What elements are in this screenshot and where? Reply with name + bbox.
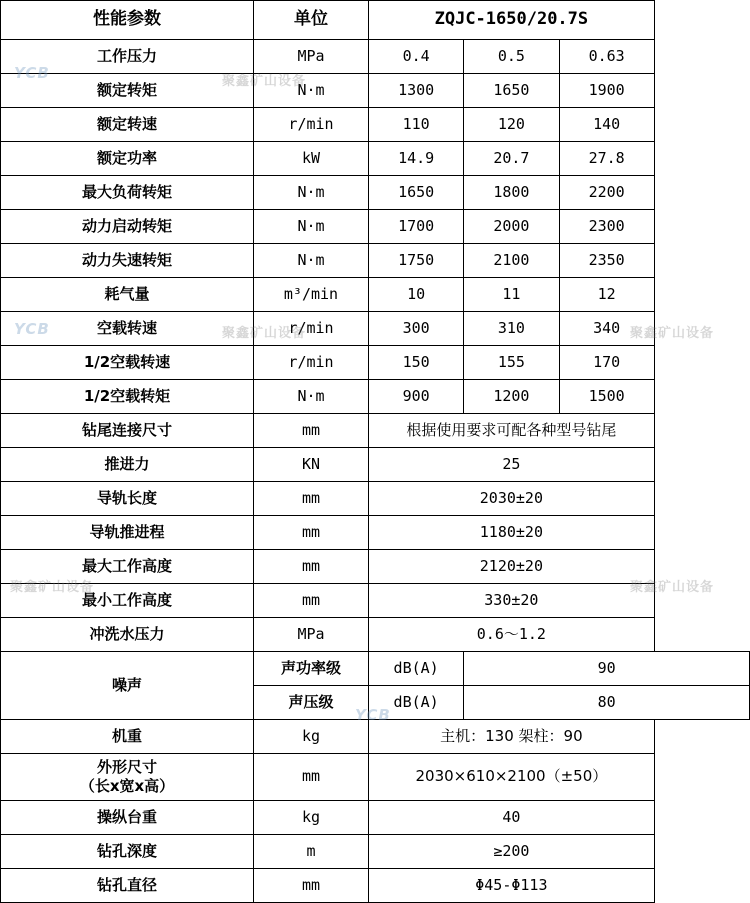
row-unit: N·m	[254, 74, 369, 108]
table-row	[1, 482, 750, 516]
row-param: 机重	[1, 720, 254, 754]
row-unit: mm	[254, 584, 369, 618]
row-value-merged: 25	[369, 448, 655, 482]
row-unit: mm	[254, 482, 369, 516]
row-value-merged: 0.6～1.2	[369, 618, 655, 652]
table-row	[1, 834, 750, 868]
watermark-text: 聚鑫矿山设备	[630, 580, 715, 595]
row-unit: MPa	[254, 40, 369, 74]
watermark-text: YCB	[355, 706, 391, 724]
row-unit: N·m	[254, 210, 369, 244]
table-row	[1, 108, 750, 142]
row-value-merged: 根据使用要求可配各种型号钻尾	[369, 414, 655, 448]
table-row	[1, 210, 750, 244]
table-row-noise-power	[1, 652, 750, 686]
row-unit: mm	[254, 414, 369, 448]
noise-sub-label: 声功率级	[254, 652, 369, 686]
row-param: 耗气量	[1, 278, 254, 312]
table-row	[1, 754, 750, 801]
row-value-merged: ≥200	[369, 834, 655, 868]
row-param: 钻尾连接尺寸	[1, 414, 254, 448]
row-param: 操纵台重	[1, 800, 254, 834]
header-param: 性能参数	[1, 1, 254, 40]
row-value: 340	[559, 312, 654, 346]
table-row	[1, 244, 750, 278]
table-row	[1, 618, 750, 652]
row-param: 最大工作高度	[1, 550, 254, 584]
table-body	[1, 1, 750, 903]
row-param: 1/2空载转矩	[1, 380, 254, 414]
row-unit: kg	[254, 720, 369, 754]
row-value: 1750	[369, 244, 464, 278]
row-param: 推进力	[1, 448, 254, 482]
row-param: 最大负荷转矩	[1, 176, 254, 210]
row-value: 1500	[559, 380, 654, 414]
table-row	[1, 74, 750, 108]
row-value: 2200	[559, 176, 654, 210]
table-row	[1, 142, 750, 176]
row-value-merged: 2030±20	[369, 482, 655, 516]
row-param: 额定转速	[1, 108, 254, 142]
watermark-text: 聚鑫矿山设备	[222, 326, 307, 341]
row-param: 空载转速	[1, 312, 254, 346]
row-unit: mm	[254, 754, 369, 801]
watermark-text: YCB	[14, 64, 50, 82]
row-value: 310	[464, 312, 559, 346]
row-value: 1700	[369, 210, 464, 244]
row-param: 钻孔直径	[1, 868, 254, 902]
watermark-text: 聚鑫矿山设备	[10, 580, 95, 595]
table-header-row	[1, 1, 750, 40]
row-param: 钻孔深度	[1, 834, 254, 868]
row-unit: N·m	[254, 380, 369, 414]
row-value: 27.8	[559, 142, 654, 176]
row-value: 1900	[559, 74, 654, 108]
row-param: 工作压力	[1, 40, 254, 74]
row-value-merged: 2120±20	[369, 550, 655, 584]
row-param: 导轨推进程	[1, 516, 254, 550]
row-value: 1650	[464, 74, 559, 108]
watermark-text: 聚鑫矿山设备	[630, 326, 715, 341]
row-param: 冲洗水压力	[1, 618, 254, 652]
row-unit: mm	[254, 516, 369, 550]
table-row	[1, 176, 750, 210]
table-row	[1, 448, 750, 482]
row-value-merged: 90	[464, 652, 750, 686]
row-value: 140	[559, 108, 654, 142]
row-value-merged: Φ45-Φ113	[369, 868, 655, 902]
row-value: 155	[464, 346, 559, 380]
row-param: 额定转矩	[1, 74, 254, 108]
row-unit: mm	[254, 868, 369, 902]
row-value: 110	[369, 108, 464, 142]
table-row	[1, 346, 750, 380]
row-unit: KN	[254, 448, 369, 482]
row-value: 1800	[464, 176, 559, 210]
row-value: 0.4	[369, 40, 464, 74]
noise-sub-label: 声压级	[254, 686, 369, 720]
table-row	[1, 278, 750, 312]
table-row	[1, 800, 750, 834]
row-param: 额定功率	[1, 142, 254, 176]
row-value: 1200	[464, 380, 559, 414]
row-param: 动力启动转矩	[1, 210, 254, 244]
header-unit: 单位	[254, 1, 369, 40]
row-value: 14.9	[369, 142, 464, 176]
row-value-merged: 80	[464, 686, 750, 720]
row-value-merged: 1180±20	[369, 516, 655, 550]
table-row	[1, 380, 750, 414]
row-value: 2000	[464, 210, 559, 244]
row-param: 动力失速转矩	[1, 244, 254, 278]
row-value-merged: 40	[369, 800, 655, 834]
row-unit: dB(A)	[369, 686, 464, 720]
row-value: 11	[464, 278, 559, 312]
row-param: 最小工作高度	[1, 584, 254, 618]
row-unit: N·m	[254, 176, 369, 210]
noise-group-label: 噪声	[1, 652, 254, 720]
row-value: 900	[369, 380, 464, 414]
table-row	[1, 584, 750, 618]
row-value: 150	[369, 346, 464, 380]
table-row	[1, 40, 750, 74]
row-unit: r/min	[254, 312, 369, 346]
row-param-line2: （长x宽x高）	[79, 776, 175, 795]
table-row	[1, 550, 750, 584]
row-value: 120	[464, 108, 559, 142]
row-value: 2100	[464, 244, 559, 278]
row-value: 1650	[369, 176, 464, 210]
row-unit: dB(A)	[369, 652, 464, 686]
table-row	[1, 414, 750, 448]
row-value-merged: 2030×610×2100（±50）	[369, 754, 655, 801]
table-row	[1, 516, 750, 550]
row-unit: mm	[254, 550, 369, 584]
row-unit: MPa	[254, 618, 369, 652]
table-row	[1, 868, 750, 902]
row-value-merged: 330±20	[369, 584, 655, 618]
row-value: 2300	[559, 210, 654, 244]
row-unit: N·m	[254, 244, 369, 278]
row-value: 1300	[369, 74, 464, 108]
row-unit: m	[254, 834, 369, 868]
row-unit: m³/min	[254, 278, 369, 312]
row-unit: kW	[254, 142, 369, 176]
row-unit: r/min	[254, 346, 369, 380]
table-row	[1, 312, 750, 346]
watermark-text: 聚鑫矿山设备	[222, 74, 307, 89]
row-value: 0.5	[464, 40, 559, 74]
row-value: 0.63	[559, 40, 654, 74]
row-unit: r/min	[254, 108, 369, 142]
row-value: 300	[369, 312, 464, 346]
row-param-line1: 外形尺寸	[96, 758, 157, 776]
row-param	[1, 754, 254, 801]
row-unit: kg	[254, 800, 369, 834]
row-param: 导轨长度	[1, 482, 254, 516]
header-model: ZQJC-1650/20.7S	[369, 1, 655, 40]
row-value: 20.7	[464, 142, 559, 176]
row-value: 10	[369, 278, 464, 312]
table-row	[1, 720, 750, 754]
row-value: 170	[559, 346, 654, 380]
row-value-merged: 主机：130 架柱：90	[369, 720, 655, 754]
watermark-text: YCB	[14, 320, 50, 338]
row-param: 1/2空载转速	[1, 346, 254, 380]
row-value: 12	[559, 278, 654, 312]
row-value: 2350	[559, 244, 654, 278]
